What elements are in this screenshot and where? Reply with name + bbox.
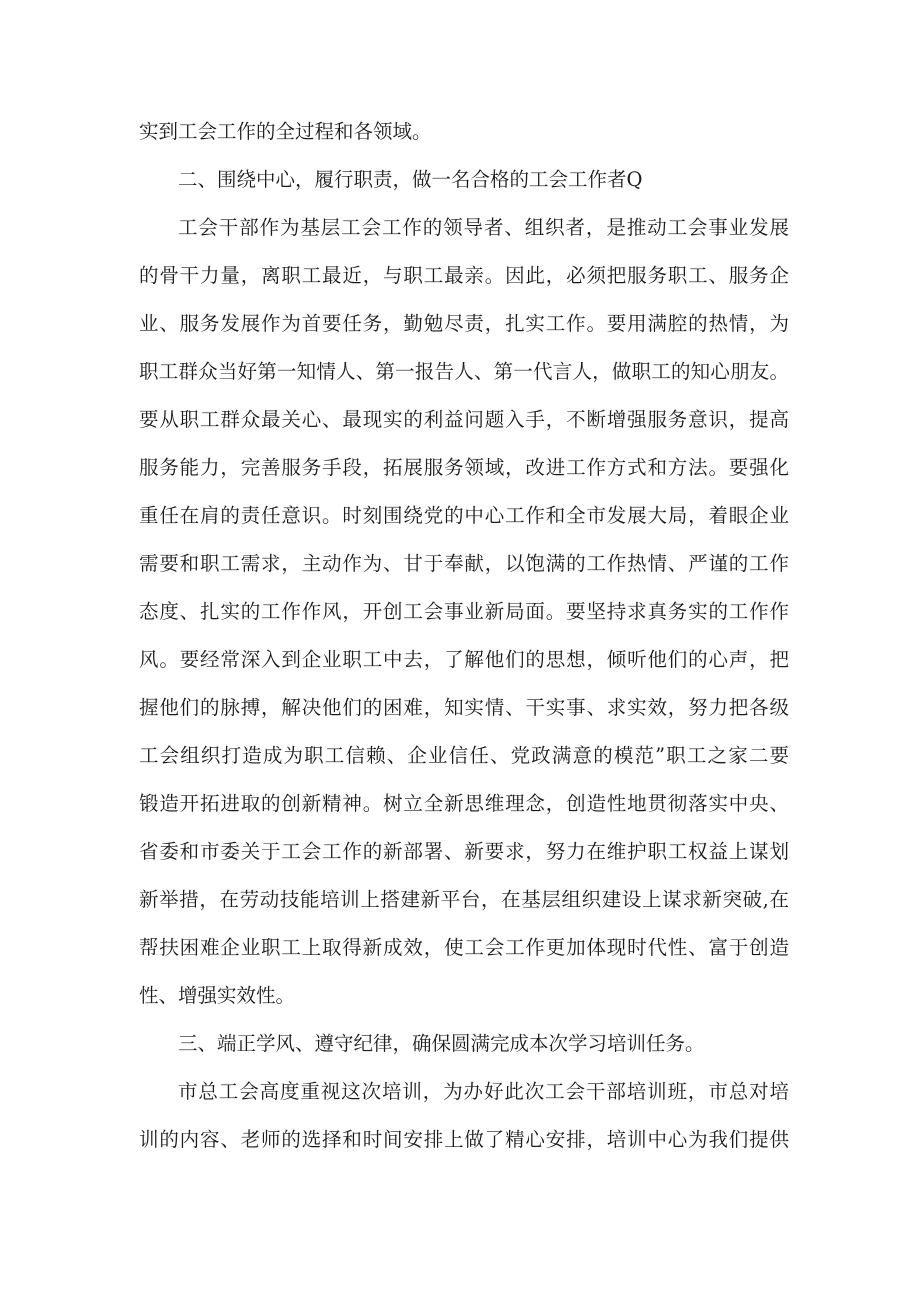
text-line: 帮扶困难企业职工上取得新成效，使工会工作更加体现时代性、富于创造 [139,936,789,959]
section-heading: 二、围绕中心，履行职责，做一名合格的工会工作者Q [178,168,643,191]
text-line: 业、服务发展作为首要任务，勤勉尽责，扎实工作。要用满腔的热情，为 [139,312,789,335]
text-line: 服务能力，完善服务手段，拓展服务领域，改进工作方式和方法。要强化 [139,456,789,479]
text-line: 握他们的脉搏，解决他们的困难，知实情、干实事、求实效，努力把各级 [139,696,789,719]
text-line: 性、增强实效性。 [139,984,296,1007]
text-line: 训的内容、老师的选择和时间安排上做了精心安排，培训中心为我们提供 [139,1128,789,1151]
text-line: 需要和职工需求，主动作为、甘于奉献，以饱满的工作热情、严谨的工作 [139,552,789,575]
text-line: 锻造开拓进取的创新精神。树立全新思维理念，创造性地贯彻落实中央、 [139,792,789,815]
text-line: 省委和市委关于工会工作的新部署、新要求，努力在维护职工权益上谋划 [139,840,789,863]
text-line: 工会组织打造成为职工信赖、企业信任、党政满意的模范”职工之家二要 [139,744,789,767]
text-line: 重任在肩的责任意识。时刻围绕党的中心工作和全市发展大局，着眼企业 [139,504,789,527]
text-line: 实到工会工作的全过程和各领域。 [139,120,432,143]
text-line: 工会干部作为基层工会工作的领导者、组织者，是推动工会事业发展 [178,216,789,239]
text-line: 要从职工群众最关心、最现实的利益问题入手，不断增强服务意识，提高 [139,408,789,431]
text-line: 新举措，在劳动技能培训上搭建新平台，在基层组织建设上谋求新突破,在 [139,888,789,911]
section-heading: 三、端正学风、遵守纪律，确保圆满完成本次学习培训任务。 [178,1032,705,1055]
text-line: 的骨干力量，离职工最近，与职工最亲。因此，必须把服务职工、服务企 [139,264,789,287]
text-line: 职工群众当好第一知情人、第一报告人、第一代言人，做职工的知心朋友。 [139,360,789,383]
text-line: 态度、扎实的工作作风，开创工会事业新局面。要坚持求真务实的工作作 [139,600,789,623]
text-line: 市总工会高度重视这次培训，为办好此次工会干部培训班，市总对培 [178,1080,789,1103]
text-line: 风。要经常深入到企业职工中去，了解他们的思想，倾听他们的心声，把 [139,648,789,671]
